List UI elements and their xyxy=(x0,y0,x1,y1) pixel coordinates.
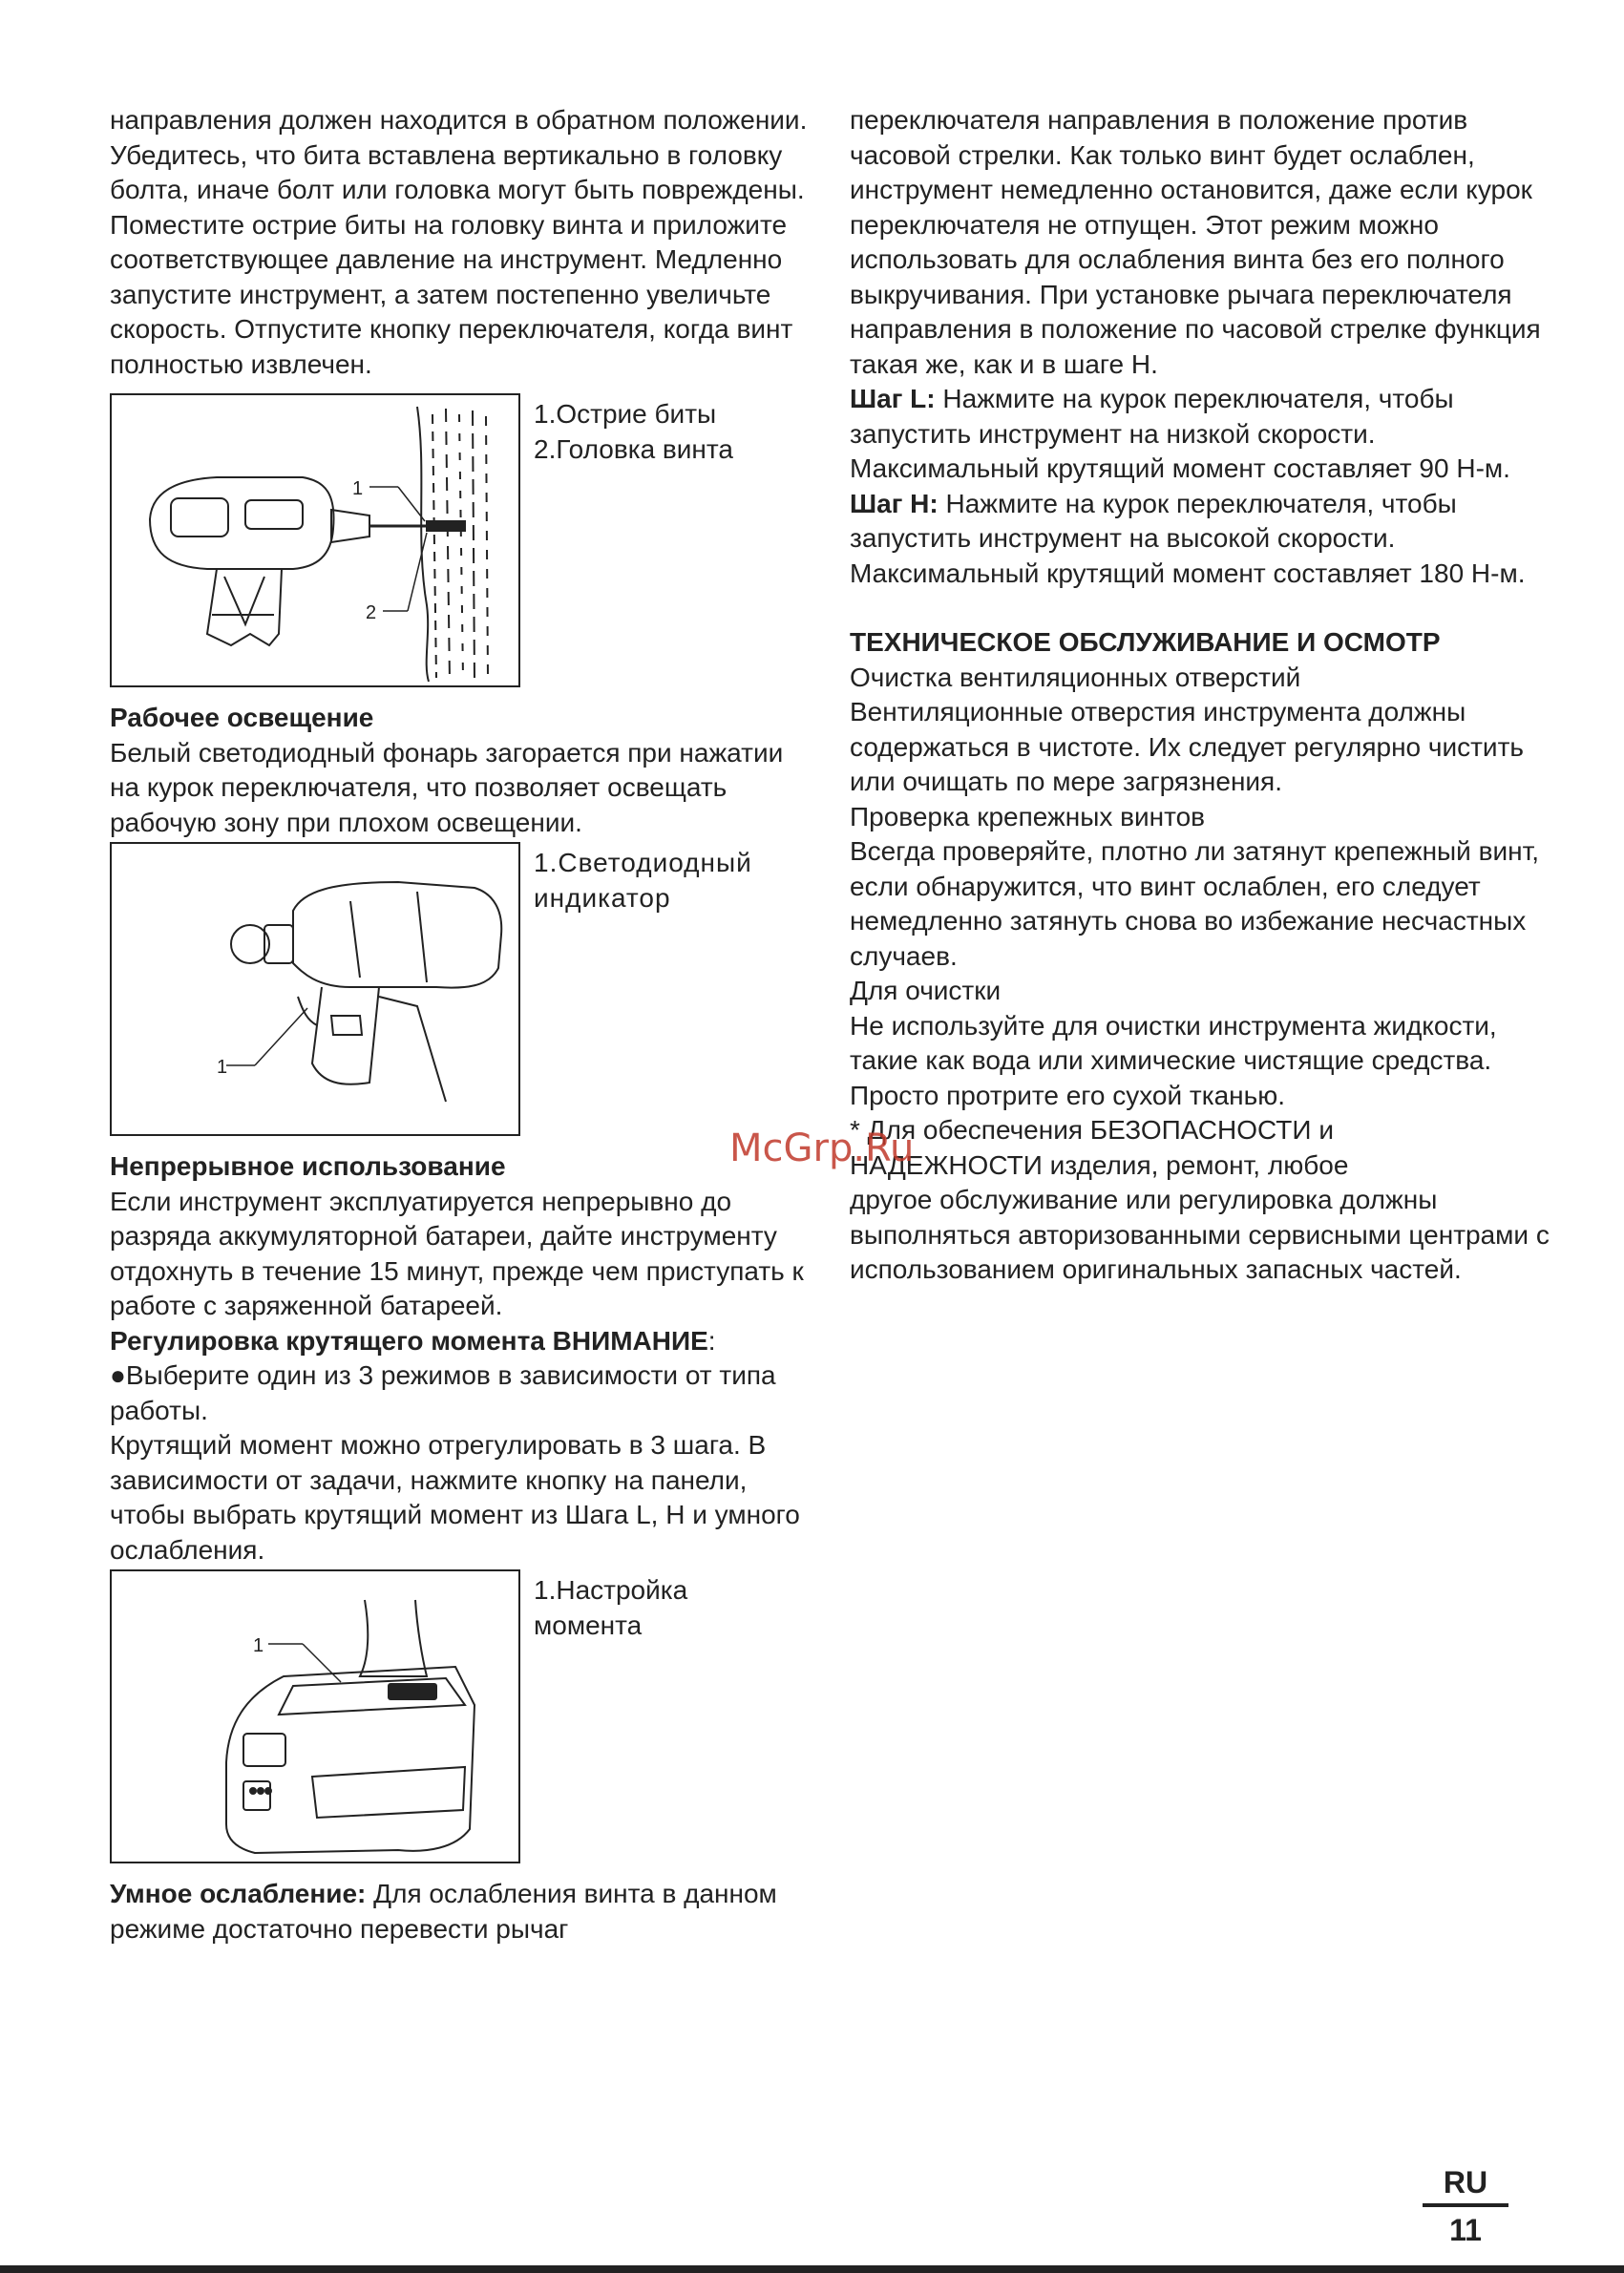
figure-1-caption xyxy=(534,397,733,467)
vent-cleaning-text: Вентиляционные отверстия инструмента должны содержаться в чистоте. Их следует регулярно чистить или очищать по мере загрязнения. xyxy=(850,697,1524,796)
intro-paragraph-2: Поместите острие биты на головку винта и приложите соответствующее давление на инструмент. Медленно запустите инструмент, а затем постепенно увеличьте скорость. Отпустите кнопку переключателя, когда винт полностью извлечен. xyxy=(110,209,793,379)
vent-cleaning-title: Очистка вентиляционных отверстий xyxy=(850,662,1301,692)
caption-torque-line2: момента xyxy=(534,1610,643,1640)
impact-driver-led-illustration xyxy=(112,844,518,1134)
step-h-heading: Шаг H: xyxy=(850,488,939,518)
caption-led-line2: индикатор xyxy=(534,882,671,913)
left-column xyxy=(110,103,812,1947)
torque-heading: Регулировка крутящего момента ВНИМАНИЕ xyxy=(110,1325,708,1356)
safety-line-3: другое обслуживание или регулировка должны выполняться авторизованными сервисными центрами с использованием оригинальных запасных частей. xyxy=(850,1185,1550,1284)
impact-driver-with-screw-illustration xyxy=(112,395,518,685)
step-l-heading: Шаг L: xyxy=(850,384,936,413)
work-light-text: Белый светодиодный фонарь загорается при нажатии на курок переключателя, что позволяет освещать рабочую зону при плохом освещении. xyxy=(110,737,784,837)
figure-1-frame xyxy=(110,393,520,687)
smart-loosen-text: Для ослабления винта в данном режиме достаточно перевести рычаг xyxy=(110,1879,777,1944)
figure-2-frame xyxy=(110,842,520,1136)
footer-rule xyxy=(1423,2203,1508,2207)
torque-heading-colon: : xyxy=(707,1325,716,1356)
step-l-text: Нажмите на курок переключателя, чтобы запустить инструмент на низкой скорости. Максимальный крутящий момент составляет 90 Н-м. xyxy=(850,384,1510,483)
watermark: McGrp.Ru xyxy=(729,1126,915,1170)
figure-3-caption xyxy=(534,1573,687,1643)
smart-loosen-paragraph xyxy=(110,1877,812,1947)
figure-3-frame xyxy=(110,1569,520,1863)
continuous-use-text: Если инструмент эксплуатируется непрерывно до разряда аккумуляторной батареи, дайте инструменту отдохнуть в течение 15 минут, прежде чем приступать к работе с заряженной батареей. xyxy=(110,1186,804,1320)
callout-number-torque: 1 xyxy=(253,1635,264,1656)
figure-bit-screw xyxy=(110,393,812,687)
bottom-border xyxy=(0,2265,1624,2273)
screw-check-title: Проверка крепежных винтов xyxy=(850,801,1206,831)
section-spacer xyxy=(850,591,1556,625)
work-light-heading: Рабочее освещение xyxy=(110,703,374,732)
safety-line-2: НАДЕЖНОСТИ изделия, ремонт, любое xyxy=(850,1149,1349,1180)
page-number: 11 xyxy=(1449,2213,1482,2247)
figure-2-caption xyxy=(534,846,752,916)
right-column xyxy=(850,103,1556,1288)
cleaning-title: Для очистки xyxy=(850,976,1002,1005)
torque-text: Крутящий момент можно отрегулировать в 3 шага. В зависимости от задачи, нажмите кнопку на панели, чтобы выбрать крутящий момент из Шага L, H и умного ослабления. xyxy=(110,1430,800,1565)
figure-torque xyxy=(110,1569,812,1863)
smart-loosen-heading: Умное ослабление: xyxy=(110,1879,367,1908)
callout-number-1: 1 xyxy=(352,478,364,499)
language-code: RU xyxy=(1443,2165,1488,2199)
callout-number-2: 2 xyxy=(366,602,377,623)
step-h-text: Нажмите на курок переключателя, чтобы запустить инструмент на высокой скорости. Максимальный крутящий момент составляет 180 Н-м. xyxy=(850,488,1526,588)
callout-number-led: 1 xyxy=(217,1057,228,1078)
step-h-paragraph xyxy=(850,487,1556,592)
battery-torque-panel-illustration xyxy=(112,1571,518,1862)
continuous-use-heading: Непрерывное использование xyxy=(110,1151,506,1181)
smart-loosen-continued: переключателя направления в положение против часовой стрелки. Как только винт будет ослаблен, инструмент немедленно остановится, даже если курок переключателя не отпущен. Этот режим можно использовать для ослабления винта без его полного выкручивания. При установке рычага переключателя направления в положение по часовой стрелке функция такая же, как и в шаге H. xyxy=(850,105,1541,379)
caption-screw-head: 2.Головка винта xyxy=(534,433,733,464)
torque-bullet: ●Выберите один из 3 режимов в зависимости от типа работы. xyxy=(110,1360,776,1425)
step-l-paragraph xyxy=(850,382,1556,487)
caption-bit-tip: 1.Острие биты xyxy=(534,399,717,429)
cleaning-text: Не используйте для очистки инструмента жидкости, такие как вода или химические чистящие средства. Просто протрите его сухой тканью. xyxy=(850,1010,1497,1110)
page-footer xyxy=(1423,2165,1508,2247)
screw-check-text: Всегда проверяйте, плотно ли затянут крепежный винт, если обнаружится, что винт ослаблен, его следует немедленно затянуть снова во избежание несчастных случаев. xyxy=(850,836,1540,971)
torque-heading-line xyxy=(110,1324,812,1359)
maintenance-heading: ТЕХНИЧЕСКОЕ ОБСЛУЖИВАНИЕ И ОСМОТР xyxy=(850,627,1441,657)
caption-led-line1: 1.Светодиодный xyxy=(534,848,752,877)
figure-led xyxy=(110,842,812,1136)
intro-paragraph-1: направления должен находится в обратном положении. Убедитесь, что бита вставлена вертикально в головку болта, иначе болт или головка могут быть повреждены. xyxy=(110,105,808,204)
caption-torque-line1: 1.Настройка xyxy=(534,1575,688,1605)
safety-line-1: * Для обеспечения БЕЗОПАСНОСТИ и xyxy=(850,1115,1334,1145)
